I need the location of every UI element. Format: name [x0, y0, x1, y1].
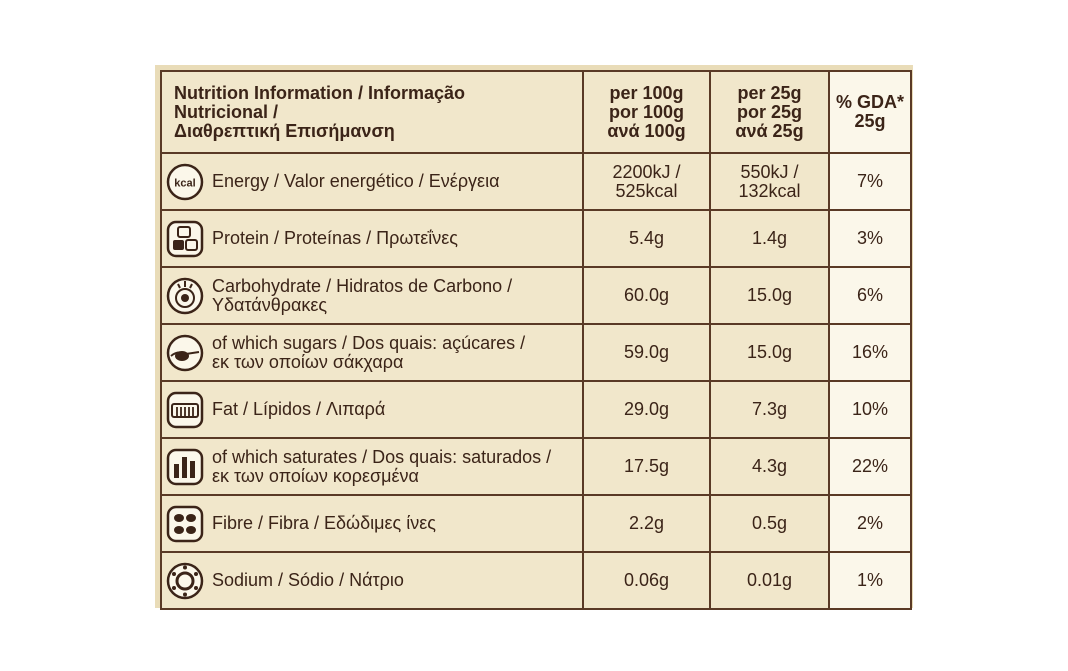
table-row-sugars: [161, 324, 911, 381]
per-100g-value: 29.0g: [583, 381, 710, 438]
per-25g-value: 15.0g: [710, 324, 829, 381]
per-25g-value: 4.3g: [710, 438, 829, 495]
per-25g-value: 0.01g: [710, 552, 829, 609]
header-title-line: Nutrition Information / Informação Nutricional /: [174, 82, 465, 122]
kcal-icon: [166, 163, 204, 201]
nutrient-name-cell: [161, 438, 583, 495]
table-row-fibre: [161, 495, 911, 552]
gda-value: 10%: [829, 381, 911, 438]
header-title-line: Διαθρεπτική Επισήμανση: [174, 120, 395, 141]
header-gda-line: % GDA*: [835, 92, 904, 112]
header-per-25g-line: por 25g: [736, 101, 802, 122]
nutrient-name: Carbohydrate / Hidratos de Carbono /: [212, 275, 513, 296]
per-100g-value: 59.0g: [583, 324, 710, 381]
gda-value: 7%: [829, 153, 911, 210]
header-per-100g-line: per 100g: [609, 82, 684, 103]
table-row-saturates: [161, 438, 911, 495]
table-row-energy: [161, 153, 911, 210]
carbohydrate-bowl-icon: [166, 277, 204, 315]
table-row-carbohydrate: [161, 267, 911, 324]
fibre-grain-icon: [166, 505, 204, 543]
gda-value: 6%: [829, 267, 911, 324]
per-25g-value-line: 550kJ /: [740, 161, 799, 182]
per-25g-value: 15.0g: [710, 267, 829, 324]
nutrient-name-cell: [161, 324, 583, 381]
per-100g-value: 2.2g: [583, 495, 710, 552]
header-per-100g-line: por 100g: [608, 101, 685, 122]
gda-value: 16%: [829, 324, 911, 381]
saturates-bars-icon: [166, 448, 204, 486]
nutrient-name: Fibre / Fibra / Εδώδιμες ίνες: [212, 513, 436, 533]
nutrient-name: Fat / Lípidos / Λιπαρά: [212, 399, 386, 419]
nutrient-name: Sodium / Sódio / Νάτριο: [212, 570, 404, 590]
header-gda-line: 25g: [854, 111, 886, 131]
header-per-100g: [583, 71, 710, 153]
table-row-sodium: [161, 552, 911, 609]
header-gda: [829, 71, 911, 153]
nutrient-name: of which sugars / Dos quais: açúcares /: [212, 332, 526, 353]
header-per-25g-line: ανά 25g: [735, 120, 804, 141]
sodium-salt-icon: [166, 562, 204, 600]
nutrient-name-cell: [161, 153, 583, 210]
nutrient-name-cell: [161, 381, 583, 438]
nutrient-name-cell: [161, 267, 583, 324]
nutrition-table: [160, 70, 912, 610]
protein-cubes-icon: [166, 220, 204, 258]
nutrient-name: Υδατάνθρακες: [212, 294, 328, 315]
per-25g-value-line: 132kcal: [738, 180, 801, 201]
header-title: [161, 71, 583, 153]
nutrient-name: Protein / Proteínas / Πρωτεΐνες: [212, 228, 458, 248]
nutrient-name: of which saturates / Dos quais: saturados /: [212, 446, 552, 467]
per-25g-value: 0.5g: [710, 495, 829, 552]
gda-value: 2%: [829, 495, 911, 552]
fat-bar-icon: [166, 391, 204, 429]
per-100g-value: 60.0g: [583, 267, 710, 324]
nutrient-name: εκ των οποίων κορεσμένα: [212, 465, 419, 486]
per-100g-value: 0.06g: [583, 552, 710, 609]
per-25g-value: [710, 153, 829, 210]
table-row-fat: [161, 381, 911, 438]
per-100g-value: [583, 153, 710, 210]
per-100g-value: 5.4g: [583, 210, 710, 267]
per-25g-value: 1.4g: [710, 210, 829, 267]
table-header-row: [161, 71, 911, 153]
nutrient-name: εκ των οποίων σάκχαρα: [212, 351, 404, 372]
nutrient-name: Energy / Valor energético / Ενέργεια: [212, 171, 500, 191]
nutrient-name-cell: [161, 552, 583, 609]
sugar-spoon-icon: [166, 334, 204, 372]
header-per-100g-line: ανά 100g: [607, 120, 686, 141]
gda-value: 3%: [829, 210, 911, 267]
header-per-25g: [710, 71, 829, 153]
table-row-protein: [161, 210, 911, 267]
per-100g-value: 17.5g: [583, 438, 710, 495]
per-100g-value-line: 525kcal: [615, 180, 678, 201]
svg-text:kcal: kcal: [174, 177, 196, 189]
gda-value: 1%: [829, 552, 911, 609]
gda-value: 22%: [829, 438, 911, 495]
header-per-25g-line: per 25g: [737, 82, 802, 103]
per-100g-value-line: 2200kJ /: [612, 161, 681, 182]
per-25g-value: 7.3g: [710, 381, 829, 438]
nutrient-name-cell: [161, 495, 583, 552]
nutrient-name-cell: [161, 210, 583, 267]
